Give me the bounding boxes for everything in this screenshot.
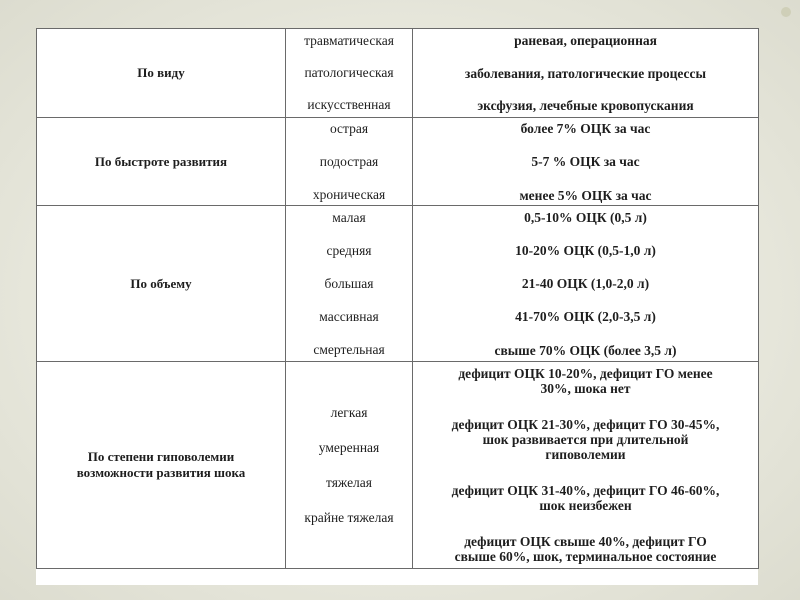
description-text: свыше 70% ОЦК (более 3,5 л) (494, 342, 677, 358)
group-label-cell (37, 362, 286, 569)
blood-loss-classification-table (36, 28, 759, 569)
table-row (37, 206, 759, 362)
description-text: 5-7 % ОЦК за час (531, 154, 640, 169)
descriptions-cell (413, 206, 759, 362)
slide-corner-mark (781, 7, 791, 17)
description-text: 41-70% ОЦК (2,0-3,5 л) (515, 309, 656, 325)
group-label-cell (37, 29, 286, 118)
type-label: подострая (319, 153, 379, 169)
type-label: умеренная (318, 439, 380, 455)
type-label: средняя (326, 242, 372, 258)
type-label: острая (329, 120, 369, 136)
types-cell (286, 206, 413, 362)
descriptions-cell (413, 29, 759, 118)
group-label-line2: возможности развития шока (76, 465, 246, 480)
classification-table-image (36, 28, 758, 585)
type-label: смертельная (313, 341, 385, 357)
group-label-line1: По степени гиповолемии (87, 449, 235, 464)
type-label: легкая (330, 404, 368, 420)
type-label: хроническая (312, 186, 386, 202)
type-label: тяжелая (325, 474, 372, 490)
type-label: крайне тяжелая (304, 509, 394, 525)
group-label: По быстроте развития (94, 153, 228, 169)
types-cell (286, 362, 413, 569)
description-text: раневая, операционная (514, 33, 657, 48)
description-text: 0,5-10% ОЦК (0,5 л) (524, 209, 647, 225)
description-text: заболевания, патологические процессы (464, 65, 707, 81)
description-text: дефицит ОЦК свыше 40%, дефицит ГО свыше 60%, шок, терминальное состояние (454, 534, 717, 564)
description-text: 21-40 ОЦК (1,0-2,0 л) (521, 276, 650, 291)
group-label-cell (37, 206, 286, 362)
description-text: 10-20% ОЦК (0,5-1,0 л) (515, 242, 656, 258)
table-row (37, 362, 759, 569)
type-label: искусственная (307, 97, 391, 112)
descriptions-cell (413, 118, 759, 206)
types-cell (286, 29, 413, 118)
table-row (37, 29, 759, 118)
descriptions-cell (413, 362, 759, 569)
type-label: травматическая (304, 33, 394, 48)
type-label: массивная (319, 308, 379, 324)
group-label: По объему (130, 275, 192, 291)
description-text: дефицит ОЦК 31-40%, дефицит ГО 46-60%, шок неизбежен (451, 483, 720, 513)
table-row (37, 118, 759, 206)
description-text: менее 5% ОЦК за час (519, 187, 652, 203)
description-text: дефицит ОЦК 10-20%, дефицит ГО менее 30%, шока нет (458, 366, 713, 396)
description-text: дефицит ОЦК 21-30%, дефицит ГО 30-45%, шок развивается при длительной гиповолемии (451, 417, 720, 462)
type-label: большая (324, 275, 374, 291)
type-label: малая (332, 209, 366, 225)
types-cell (286, 118, 413, 206)
description-text: эксфузия, лечебные кровопускания (477, 98, 694, 113)
description-text: более 7% ОЦК за час (520, 120, 651, 136)
type-label: патологическая (304, 65, 394, 80)
group-label-cell (37, 118, 286, 206)
group-label: По виду (137, 65, 185, 80)
